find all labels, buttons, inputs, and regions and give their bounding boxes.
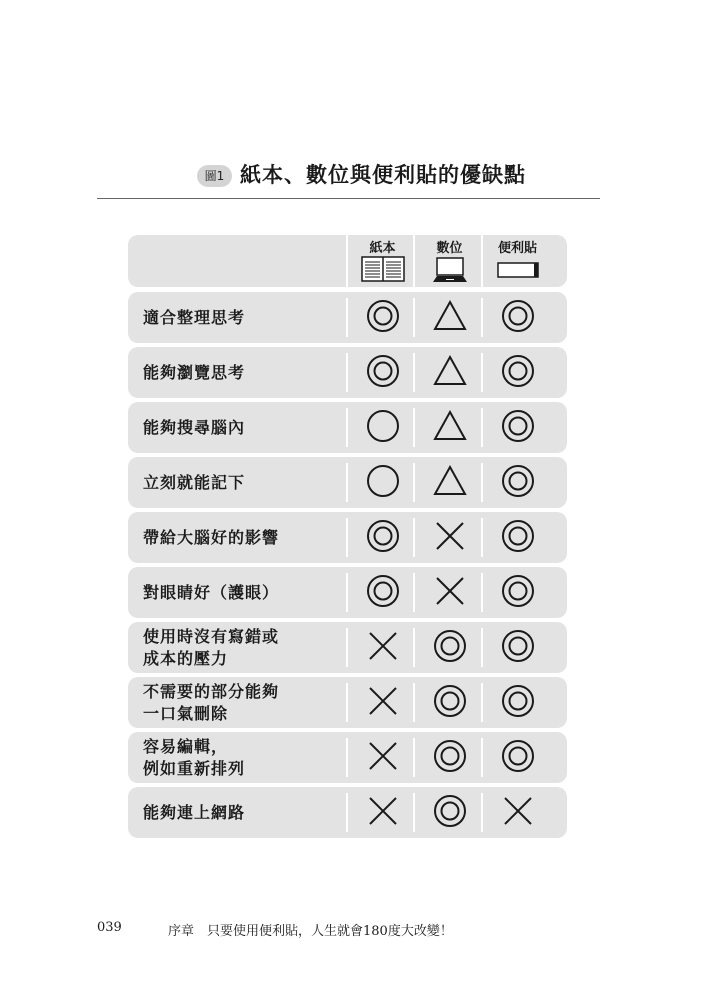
cross-mark: [366, 739, 400, 777]
row-label: 對眼睛好（護眼）: [143, 582, 280, 602]
triangle-mark: [433, 354, 467, 392]
rating-cell-paper: [349, 677, 416, 728]
table-row: [128, 622, 567, 673]
table-row: [128, 567, 567, 618]
column-separator: [346, 738, 348, 777]
double-circle-mark: [501, 409, 535, 447]
column-header-digital: 數位: [436, 241, 463, 256]
cross-mark: [433, 574, 467, 612]
rating-cell-digital: [416, 622, 483, 673]
chapter-title: 序章 只要使用便利貼，人生就會180度大改變！: [168, 924, 453, 939]
rating-cell-sticky-note: [484, 457, 551, 508]
column-separator: [346, 518, 348, 557]
rating-cell-paper: [349, 732, 416, 783]
rating-cell-paper: [349, 787, 416, 838]
cross-mark: [433, 519, 467, 557]
rating-cell-paper: [349, 347, 416, 398]
table-row: [128, 677, 567, 728]
rating-cell-paper: [349, 622, 416, 673]
figure-badge: 圖1: [197, 165, 232, 187]
rating-cell-paper: [349, 402, 416, 453]
figure-title-bar: [0, 160, 711, 190]
double-circle-mark: [501, 464, 535, 502]
cross-mark: [501, 794, 535, 832]
title-divider: [97, 198, 600, 199]
circle-mark: [366, 464, 400, 502]
rating-cell-paper: [349, 567, 416, 618]
column-separator: [346, 683, 348, 722]
double-circle-mark: [366, 354, 400, 392]
row-label: 不需要的部分能夠 一口氣刪除: [143, 681, 280, 723]
rating-cell-digital: [416, 677, 483, 728]
page-footer: [0, 920, 711, 940]
double-circle-mark: [501, 354, 535, 392]
rating-cell-sticky-note: [484, 622, 551, 673]
column-separator: [346, 408, 348, 447]
rating-cell-digital: [416, 512, 483, 563]
triangle-mark: [433, 464, 467, 502]
column-header-paper: 紙本: [369, 241, 396, 256]
rating-cell-sticky-note: [484, 347, 551, 398]
double-circle-mark: [501, 739, 535, 777]
column-separator: [346, 353, 348, 392]
double-circle-mark: [501, 299, 535, 337]
double-circle-mark: [433, 794, 467, 832]
column-separator: [346, 298, 348, 337]
table-row: [128, 402, 567, 453]
double-circle-mark: [433, 629, 467, 667]
rating-cell-sticky-note: [484, 292, 551, 343]
row-label: 容易編輯， 例如重新排列: [143, 736, 246, 778]
double-circle-mark: [501, 574, 535, 612]
circle-mark: [366, 409, 400, 447]
rating-cell-sticky-note: [484, 567, 551, 618]
double-circle-mark: [433, 739, 467, 777]
table-row: [128, 457, 567, 508]
row-label: 能夠連上網路: [143, 802, 246, 822]
column-separator: [346, 573, 348, 612]
rating-cell-digital: [416, 292, 483, 343]
triangle-mark: [433, 299, 467, 337]
double-circle-mark: [433, 684, 467, 722]
table-row: [128, 347, 567, 398]
table-row: [128, 787, 567, 838]
laptop-icon: [416, 255, 483, 285]
rating-cell-paper: [349, 512, 416, 563]
rating-cell-digital: [416, 402, 483, 453]
row-label: 能夠搜尋腦內: [143, 417, 246, 437]
table-header: [128, 235, 567, 287]
rating-cell-digital: [416, 457, 483, 508]
double-circle-mark: [366, 519, 400, 557]
rating-cell-digital: [416, 787, 483, 838]
column-header-sticky-note: 便利貼: [497, 241, 537, 256]
table-row: [128, 732, 567, 783]
row-label: 適合整理思考: [143, 307, 246, 327]
open-book-icon: [349, 255, 416, 285]
cross-mark: [366, 794, 400, 832]
rating-cell-paper: [349, 292, 416, 343]
table-row: [128, 292, 567, 343]
rating-cell-sticky-note: [484, 402, 551, 453]
row-label: 使用時沒有寫錯或 成本的壓力: [143, 626, 280, 668]
row-label: 帶給大腦好的影響: [143, 527, 280, 547]
cross-mark: [366, 629, 400, 667]
row-label: 立刻就能記下: [143, 472, 246, 492]
figure-title: 紙本、數位與便利貼的優缺點: [240, 163, 526, 187]
double-circle-mark: [501, 684, 535, 722]
column-separator: [346, 628, 348, 667]
page-number: 039: [97, 920, 122, 935]
rating-cell-sticky-note: [484, 512, 551, 563]
rating-cell-sticky-note: [484, 732, 551, 783]
sticky-note-icon: [484, 255, 551, 285]
double-circle-mark: [501, 519, 535, 557]
rating-cell-sticky-note: [484, 677, 551, 728]
rating-cell-digital: [416, 567, 483, 618]
triangle-mark: [433, 409, 467, 447]
double-circle-mark: [366, 574, 400, 612]
cross-mark: [366, 684, 400, 722]
double-circle-mark: [366, 299, 400, 337]
double-circle-mark: [501, 629, 535, 667]
rating-cell-digital: [416, 732, 483, 783]
rating-cell-paper: [349, 457, 416, 508]
table-row: [128, 512, 567, 563]
rating-cell-digital: [416, 347, 483, 398]
rating-cell-sticky-note: [484, 787, 551, 838]
column-separator: [346, 463, 348, 502]
row-label: 能夠瀏覽思考: [143, 362, 246, 382]
column-separator: [346, 793, 348, 832]
